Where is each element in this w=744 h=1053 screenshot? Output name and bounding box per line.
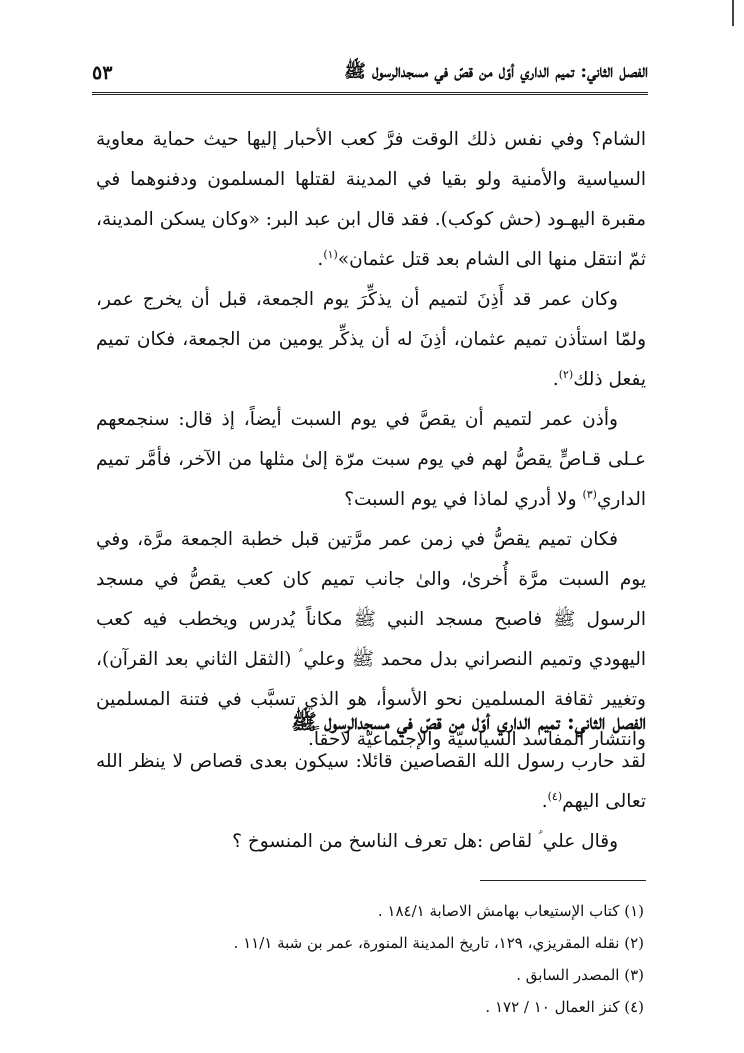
section-heading: الفصل الثاني: تميم الداري أوّل من قصّ في مسجدالرسول ﷺ: [291, 709, 646, 734]
footnote-ref-4: (٤): [547, 789, 563, 803]
running-header: [92, 58, 648, 88]
paragraph-4: فكان تميم يقصُّ في زمن عمر مرَّتين قبل خطبة الجمعة مرَّة، وفي يوم السبت مرَّة أُخرىٰ، والىٰ جانب تميم كان كعب يقصُّ في مسجد الرسول ﷺ فاصبح مسجد النبي ﷺ مكاناً يُدرس ويخطب فيه كعب اليهودي وتميم النصراني بدل محمد ﷺ وعلي ؑ (الثقل الثاني بعد القرآن)، وتغيير ثقافة المسلمين نحو الأسوأ، هو الذي تسبَّب في فتنة المسلمين وانتشار المفاسد السياسيّة والإجتماعيّة لاحقاً.: [96, 529, 646, 750]
header-rule: [92, 92, 648, 95]
paragraph-2-text: وكان عمر قد أَذِنَ لتميم أن يذكِّرَ يوم الجمعة، قبل أن يخرج عمر، ولمّا استأذن تميم عثمان، أذِنَ له أن يذكِّر يومين من الجمعة، فكان تميم يفعل ذلك: [96, 289, 646, 390]
paragraph-3-text: وأذن عمر لتميم أن يقصَّ في يوم السبت أيضاً، إذ قال: سنجمعهم عـلى قـاصٍّ يقصُّ لهم في يوم سبت مرّة إلىٰ مثلها من الآخر، فأمَّر تميم الداري: [96, 409, 646, 510]
paragraph-3: [96, 400, 646, 520]
footnote-1: (١) كتاب الإستيعاب بهامش الاصابة ١٨٤/١ .: [377, 902, 644, 920]
paragraph-2: وكان عمر قد أَذِنَ لتميم أن يذكِّرَ يوم الجمعة، قبل أن يخرج عمر، ولمّا استأذن تميم عثمان، أذِنَ له أن يذكِّر يومين من الجمعة، فكان تميم يفعل ذلك$^{(٢)}$.: [96, 289, 646, 390]
section-body: [96, 742, 646, 862]
section-paragraph-1: لقد حارب رسول الله القصاصين قائلا: سيكون بعدى قصاص لا ينظر الله تعالى اليهم$^{(٤)}$.: [96, 751, 646, 812]
section-paragraph-1-text: لقد حارب رسول الله القصاصين قائلا: سيكون بعدى قصاص لا ينظر الله تعالى اليهم: [96, 751, 646, 812]
footnote-ref-3: (٣): [582, 487, 597, 501]
running-header-title: الفصل الثاني: تميم الداري أوّل من قصّ في مسجدالرسول ﷺ: [344, 61, 648, 82]
paragraph-3-tail: ولا أدري لماذا في يوم السبت؟: [344, 489, 577, 510]
paragraph-1: الشام؟ وفي نفس ذلك الوقت فرَّ كعب الأحبار إليها حيث حماية معاوية السياسية والأمنية ولو بقيا في المدينة لقتلها المسلمون ودفنوهما في مقبرة اليهـود (حش كوكب). فقد قال ابن عبد البر: «وكان يسكن المدينة، ثمّ انتقل منها الى الشام بعد قتل عثمان»$^{(١)}$.: [96, 129, 646, 270]
main-body: [96, 120, 646, 760]
page-edge-mark: [732, 0, 734, 26]
footnote-3: (٣) المصدر السابق .: [516, 966, 644, 984]
section-paragraph-2: وقال علي ؑ لقاص :هل تعرف الناسخ من المنسوخ ؟: [232, 831, 618, 852]
page-number: ٥٣: [92, 62, 113, 84]
paragraph-1-text: الشام؟ وفي نفس ذلك الوقت فرَّ كعب الأحبار إليها حيث حماية معاوية السياسية والأمنية ولو بقيا في المدينة لقتلها المسلمون ودفنوهما في مقبرة اليهـود (حش كوكب). فقد قال ابن عبد البر: «وكان يسكن المدينة، ثمّ انتقل منها الى الشام بعد قتل عثمان»: [96, 129, 646, 270]
footnote-separator: [480, 880, 646, 881]
footnote-4: (٤) كنز العمال ١٠ / ١٧٢ .: [485, 998, 644, 1016]
footnote-ref-2: (٢): [558, 367, 574, 381]
footnote-2: (٢) نقله المقريزي، ١٢٩، تاريخ المدينة المنورة، عمر بن شبة ١١/١ .: [233, 934, 644, 952]
footnotes: [96, 895, 646, 1023]
footnote-ref-1: (١): [323, 247, 338, 261]
